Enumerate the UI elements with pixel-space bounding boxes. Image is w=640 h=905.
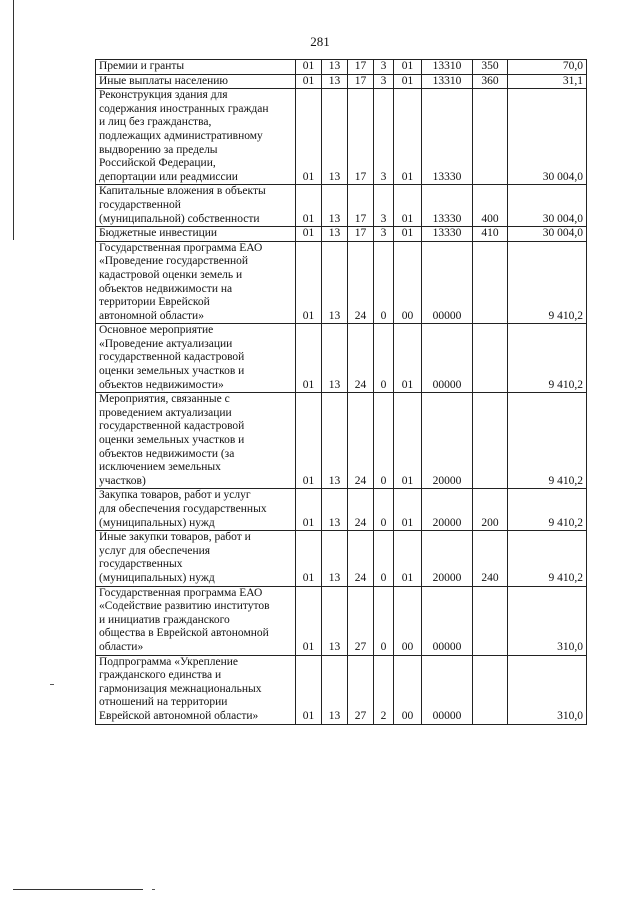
cell-section-code: 01 (296, 185, 322, 227)
cell-section-code: 01 (296, 227, 322, 242)
cell-expense-type-code (473, 89, 508, 185)
table-row (96, 655, 587, 724)
cell-direction-code: 13310 (422, 60, 473, 75)
cell-subsection-code: 13 (322, 393, 348, 489)
table-row (96, 393, 587, 489)
cell-program-code: 24 (348, 324, 374, 393)
cell-subsection-code: 13 (322, 74, 348, 89)
cell-measure-code: 01 (394, 489, 422, 531)
cell-direction-code: 13310 (422, 74, 473, 89)
cell-section-code: 01 (296, 74, 322, 89)
cell-measure-code: 01 (394, 60, 422, 75)
cell-amount: 70,0 (508, 60, 587, 75)
cell-amount: 310,0 (508, 586, 587, 655)
cell-subsection-code: 13 (322, 489, 348, 531)
cell-program-code: 27 (348, 655, 374, 724)
cell-direction-code: 00000 (422, 586, 473, 655)
cell-section-code: 01 (296, 489, 322, 531)
table-row (96, 89, 587, 185)
margin-mark (50, 684, 54, 685)
cell-amount: 9 410,2 (508, 241, 587, 324)
cell-subprogram-code: 0 (374, 586, 394, 655)
cell-program-code: 17 (348, 89, 374, 185)
cell-measure-code: 00 (394, 241, 422, 324)
cell-measure-code: 01 (394, 185, 422, 227)
cell-expense-type-code: 410 (473, 227, 508, 242)
cell-section-code: 01 (296, 655, 322, 724)
cell-program-code: 17 (348, 185, 374, 227)
cell-program-code: 27 (348, 586, 374, 655)
cell-program-code: 24 (348, 531, 374, 586)
cell-section-code: 01 (296, 324, 322, 393)
footnote-mark (152, 889, 155, 890)
row-name: Подпрограмма «Укрепление гражданского единства и гармонизация межнациональных отношений на территории Еврейской автономной области» (96, 655, 296, 724)
cell-measure-code: 00 (394, 586, 422, 655)
row-name: Государственная программа ЕАО «Содействие развитию институтов и инициатив гражданского общества в Еврейской автономной области» (96, 586, 296, 655)
table-row (96, 586, 587, 655)
cell-expense-type-code (473, 241, 508, 324)
cell-subprogram-code: 0 (374, 393, 394, 489)
cell-direction-code: 13330 (422, 185, 473, 227)
cell-section-code: 01 (296, 60, 322, 75)
table-row (96, 185, 587, 227)
cell-amount: 30 004,0 (508, 89, 587, 185)
cell-measure-code: 01 (394, 531, 422, 586)
cell-subprogram-code: 3 (374, 185, 394, 227)
cell-measure-code: 00 (394, 655, 422, 724)
cell-program-code: 17 (348, 227, 374, 242)
cell-subsection-code: 13 (322, 531, 348, 586)
budget-table (95, 59, 587, 725)
cell-section-code: 01 (296, 241, 322, 324)
cell-amount: 30 004,0 (508, 185, 587, 227)
cell-direction-code: 13330 (422, 89, 473, 185)
cell-amount: 9 410,2 (508, 393, 587, 489)
cell-measure-code: 01 (394, 227, 422, 242)
cell-amount: 310,0 (508, 655, 587, 724)
cell-expense-type-code (473, 586, 508, 655)
cell-expense-type-code: 350 (473, 60, 508, 75)
cell-amount: 30 004,0 (508, 227, 587, 242)
cell-amount: 9 410,2 (508, 531, 587, 586)
cell-program-code: 24 (348, 393, 374, 489)
cell-amount: 31,1 (508, 74, 587, 89)
row-name: Мероприятия, связанные с проведением актуализации государственной кадастровой оценки земельных участков и объектов недвижимости (за исключением земельных участков) (96, 393, 296, 489)
cell-amount: 9 410,2 (508, 324, 587, 393)
table-row (96, 60, 587, 75)
cell-subprogram-code: 0 (374, 531, 394, 586)
table-row (96, 227, 587, 242)
row-name: Бюджетные инвестиции (96, 227, 296, 242)
table-row (96, 531, 587, 586)
page-number: 281 (310, 34, 330, 49)
cell-subprogram-code: 0 (374, 489, 394, 531)
cell-measure-code: 01 (394, 324, 422, 393)
table-row (96, 241, 587, 324)
row-name: Государственная программа ЕАО «Проведение государственной кадастровой оценки земель и объектов недвижимости на территории Еврейской автономной области» (96, 241, 296, 324)
table-row (96, 489, 587, 531)
cell-direction-code: 00000 (422, 241, 473, 324)
cell-subsection-code: 13 (322, 60, 348, 75)
row-name: Премии и гранты (96, 60, 296, 75)
cell-subsection-code: 13 (322, 655, 348, 724)
cell-section-code: 01 (296, 393, 322, 489)
cell-measure-code: 01 (394, 89, 422, 185)
cell-section-code: 01 (296, 89, 322, 185)
cell-direction-code: 20000 (422, 393, 473, 489)
cell-expense-type-code: 400 (473, 185, 508, 227)
cell-direction-code: 00000 (422, 655, 473, 724)
cell-direction-code: 13330 (422, 227, 473, 242)
cell-subsection-code: 13 (322, 241, 348, 324)
cell-program-code: 17 (348, 60, 374, 75)
row-name: Закупка товаров, работ и услуг для обеспечения государственных (муниципальных) нужд (96, 489, 296, 531)
cell-amount: 9 410,2 (508, 489, 587, 531)
table-row (96, 74, 587, 89)
cell-subprogram-code: 3 (374, 74, 394, 89)
cell-subprogram-code: 3 (374, 60, 394, 75)
cell-direction-code: 20000 (422, 531, 473, 586)
cell-subprogram-code: 3 (374, 227, 394, 242)
cell-subsection-code: 13 (322, 89, 348, 185)
cell-program-code: 17 (348, 74, 374, 89)
budget-table-body (96, 60, 587, 725)
cell-program-code: 24 (348, 241, 374, 324)
cell-expense-type-code (473, 393, 508, 489)
cell-section-code: 01 (296, 586, 322, 655)
row-name: Капитальные вложения в объекты государственной (муниципальной) собственности (96, 185, 296, 227)
cell-program-code: 24 (348, 489, 374, 531)
footnote-separator (13, 889, 143, 890)
cell-expense-type-code (473, 324, 508, 393)
row-name: Основное мероприятие «Проведение актуализации государственной кадастровой оценки земельных участков и объектов недвижимости» (96, 324, 296, 393)
cell-measure-code: 01 (394, 393, 422, 489)
cell-direction-code: 00000 (422, 324, 473, 393)
cell-subprogram-code: 2 (374, 655, 394, 724)
row-name: Реконструкция здания для содержания иностранных граждан и лиц без гражданства, подлежащих административному выдворению за пределы Российской Федерации, депортации или реадмиссии (96, 89, 296, 185)
cell-subprogram-code: 3 (374, 89, 394, 185)
cell-direction-code: 20000 (422, 489, 473, 531)
cell-expense-type-code: 200 (473, 489, 508, 531)
cell-measure-code: 01 (394, 74, 422, 89)
cell-subprogram-code: 0 (374, 324, 394, 393)
cell-subsection-code: 13 (322, 586, 348, 655)
row-name: Иные выплаты населению (96, 74, 296, 89)
table-row (96, 324, 587, 393)
cell-subsection-code: 13 (322, 227, 348, 242)
cell-subsection-code: 13 (322, 324, 348, 393)
cell-subprogram-code: 0 (374, 241, 394, 324)
cell-expense-type-code: 360 (473, 74, 508, 89)
cell-section-code: 01 (296, 531, 322, 586)
cell-subsection-code: 13 (322, 185, 348, 227)
cell-expense-type-code: 240 (473, 531, 508, 586)
cell-expense-type-code (473, 655, 508, 724)
row-name: Иные закупки товаров, работ и услуг для обеспечения государственных (муниципальных) нужд (96, 531, 296, 586)
